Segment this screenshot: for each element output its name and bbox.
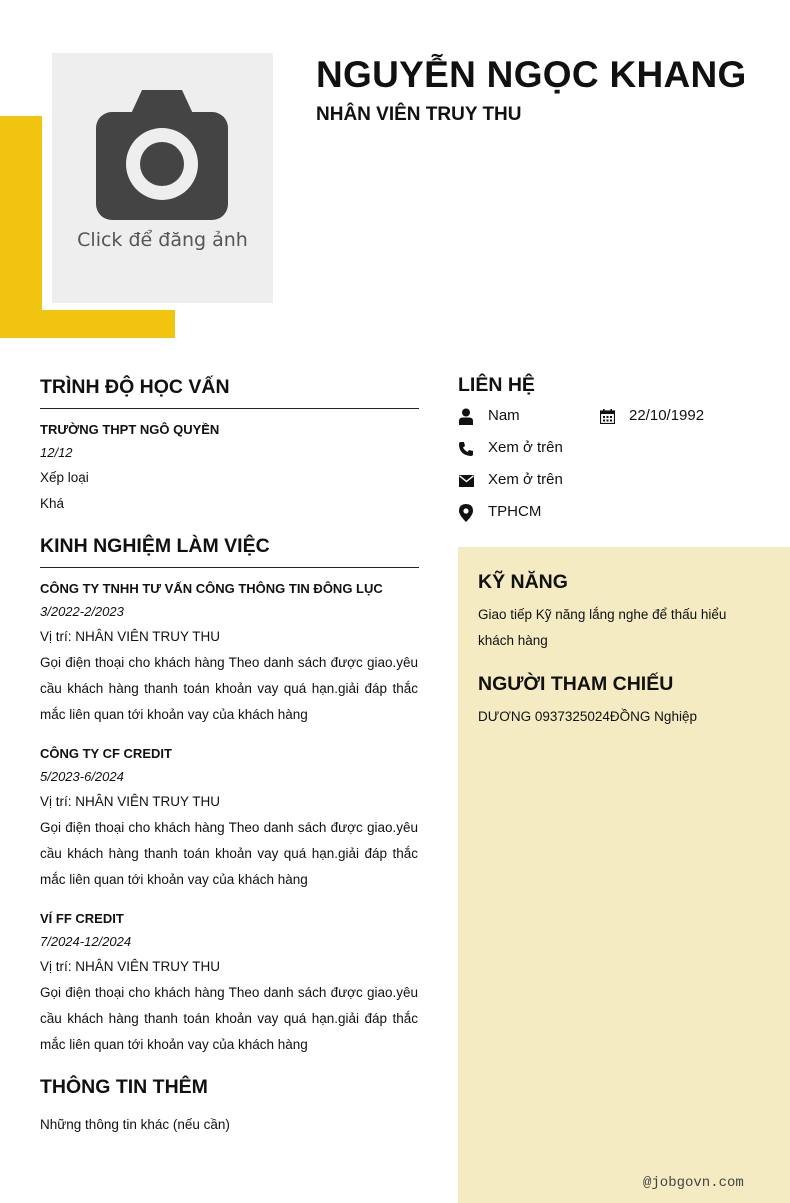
- contact-gender: Nam: [488, 407, 520, 424]
- skills-heading: KỸ NĂNG: [478, 571, 568, 593]
- job-company: CÔNG TY TNHH TƯ VẤN CÔNG THÔNG TIN ĐÔNG LỤC: [40, 581, 383, 596]
- experience-heading: KINH NGHIỆM LÀM VIỆC: [40, 535, 270, 557]
- job-period: 5/2023-6/2024: [40, 769, 124, 784]
- job-role: Vị trí: NHÂN VIÊN TRUY THU: [40, 629, 221, 644]
- candidate-name: NGUYỄN NGỌC KHANG: [316, 54, 747, 95]
- education-rank-label: Xếp loại: [40, 470, 89, 485]
- job-description: Gọi điện thoại cho khách hàng Theo danh sách được giao.yêu cầu khách hàng thanh toán khoản vay quá hạn.giải đáp thắc mắc liên quan tới khoản vay của khách hàng: [40, 985, 418, 1052]
- candidate-position: NHÂN VIÊN TRUY THU: [316, 104, 522, 125]
- references-text: DƯƠNG 0937325024ĐỒNG Nghiệp: [478, 709, 697, 724]
- accent-bar-vertical: [0, 116, 42, 338]
- contact-heading: LIÊN HỆ: [458, 374, 535, 396]
- additional-heading: THÔNG TIN THÊM: [40, 1076, 208, 1098]
- job-role: Vị trí: NHÂN VIÊN TRUY THU: [40, 959, 221, 974]
- accent-bar-horizontal: [0, 310, 175, 338]
- mail-icon: [458, 473, 474, 489]
- education-grade: 12/12: [40, 445, 73, 460]
- photo-caption: Click để đăng ảnh: [77, 229, 248, 251]
- photo-upload[interactable]: [50, 53, 273, 303]
- education-heading: TRÌNH ĐỘ HỌC VẤN: [40, 376, 230, 398]
- calendar-icon: [599, 408, 615, 424]
- job-company: CÔNG TY CF CREDIT: [40, 746, 172, 761]
- experience-divider: [40, 567, 419, 568]
- job-period: 3/2022-2/2023: [40, 604, 124, 619]
- job-period: 7/2024-12/2024: [40, 934, 132, 949]
- phone-icon: [458, 441, 474, 457]
- job-company: VÍ FF CREDIT: [40, 911, 124, 926]
- education-school: TRƯỜNG THPT NGÔ QUYỀN: [40, 422, 220, 437]
- job-description: Gọi điện thoại cho khách hàng Theo danh sách được giao.yêu cầu khách hàng thanh toán khoản vay quá hạn.giải đáp thắc mắc liên quan tới khoản vay của khách hàng: [40, 820, 418, 887]
- contact-address: TPHCM: [488, 503, 542, 520]
- watermark: @jobgovn.com: [643, 1175, 744, 1191]
- skills-text: Giao tiếp Kỹ năng lắng nghe để thấu hiểu khách hàng: [478, 607, 727, 648]
- contact-birthday: 22/10/1992: [629, 407, 705, 424]
- additional-text: Những thông tin khác (nếu cần): [40, 1117, 230, 1132]
- camera-icon: [96, 90, 228, 220]
- contact-phone: Xem ở trên: [488, 439, 563, 456]
- location-pin-icon: [458, 505, 474, 521]
- user-icon: [458, 408, 474, 424]
- references-heading: NGƯỜI THAM CHIẾU: [478, 673, 674, 695]
- education-rank-value: Khá: [40, 496, 65, 511]
- job-role: Vị trí: NHÂN VIÊN TRUY THU: [40, 794, 221, 809]
- contact-email: Xem ở trên: [488, 471, 563, 488]
- job-description: Gọi điện thoại cho khách hàng Theo danh sách được giao.yêu cầu khách hàng thanh toán khoản vay quá hạn.giải đáp thắc mắc liên quan tới khoản vay của khách hàng: [40, 655, 418, 722]
- education-divider: [40, 408, 419, 409]
